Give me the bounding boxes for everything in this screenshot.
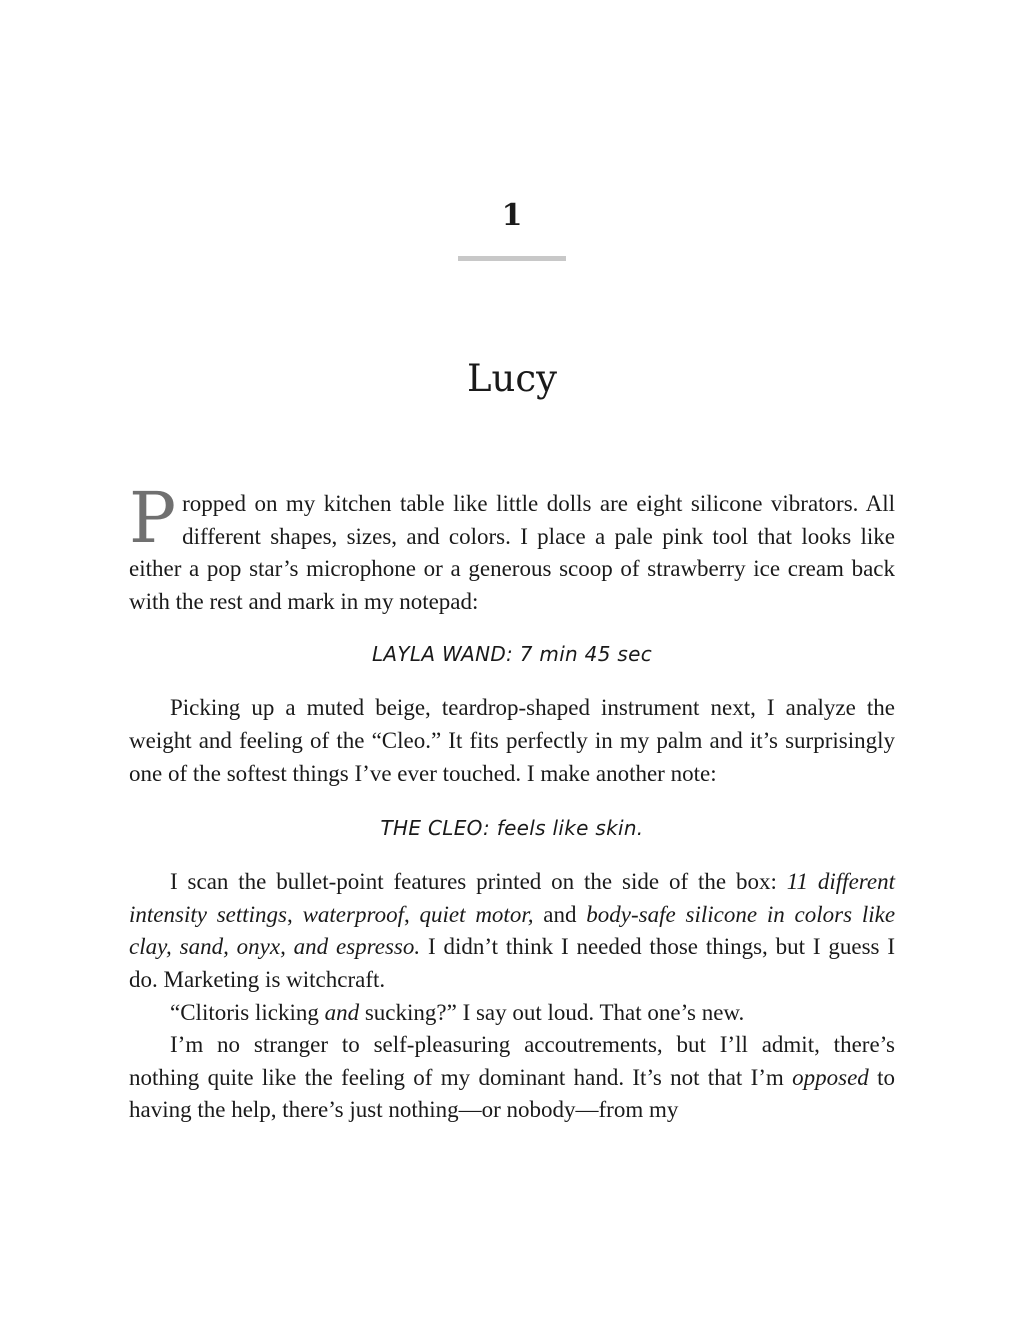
note-2-text: THE CLEO: feels like skin. — [380, 816, 644, 841]
handwritten-note-2 — [129, 812, 895, 844]
paragraph-3-sep-2: , — [403, 901, 420, 927]
paragraph-4-emphasis: and — [324, 999, 360, 1025]
chapter-number: 1 — [501, 198, 523, 233]
paragraph-3 — [129, 866, 895, 996]
feature-quiet-motor: quiet motor, — [419, 901, 534, 927]
drop-cap: P — [129, 477, 177, 559]
paragraph-1-text: ropped on my kitchen table like little dolls are eight silicone vibrators. All different shapes, sizes, and colors. I place a pale pink tool that looks like either a pop star’s microphone or a generous scoop of strawberry ice cream back with the rest and mark in my notepad: — [129, 491, 895, 614]
paragraph-4-tail: sucking?” I say out loud. That one’s new. — [359, 999, 745, 1025]
paragraph-5-emphasis: opposed — [792, 1064, 869, 1090]
paragraph-2: Picking up a muted beige, teardrop-shaped instrument next, I analyze the weight and feeling of the “Cleo.” It fits perfectly in my palm and it’s surprisingly one of the softest things I’ve ever touched. I make another note: — [129, 695, 895, 786]
feature-silicone: body-safe silicone in colors like clay, sand, onyx, and espresso. — [129, 901, 896, 960]
paragraph-4 — [129, 997, 895, 1030]
paragraph-1 — [129, 477, 895, 618]
paragraph-3-tail: I didn’t think I needed those things, but I guess I do. Marketing is witchcraft. — [129, 934, 895, 992]
paragraph-3-lead: I scan the bullet-point features printed on the side of the box: — [170, 869, 787, 895]
chapter-title: Lucy — [466, 356, 558, 400]
feature-intensity: 11 different intensity settings — [129, 869, 895, 927]
note-1-text: LAYLA WAND: 7 min 45 sec — [371, 642, 653, 667]
paragraph-5-lead: I’m no stranger to self-pleasuring accoutrements, but I’ll admit, there’s nothing quite like the feeling of my dominant hand. It’s not that I’m — [129, 1032, 895, 1090]
feature-waterproof: waterproof — [302, 901, 404, 927]
paragraph-5 — [129, 1029, 895, 1127]
paragraph-5-tail: to having the help, there’s just nothing—or nobody—from my — [129, 1064, 895, 1123]
handwritten-note-1 — [129, 638, 895, 670]
paragraph-3-sep-1: , — [287, 901, 303, 927]
paragraph-3-sep-3: and — [533, 901, 587, 927]
chapter-body — [129, 477, 896, 1127]
chapter-divider — [458, 256, 566, 261]
paragraph-4-lead: “Clitoris licking — [170, 999, 325, 1025]
